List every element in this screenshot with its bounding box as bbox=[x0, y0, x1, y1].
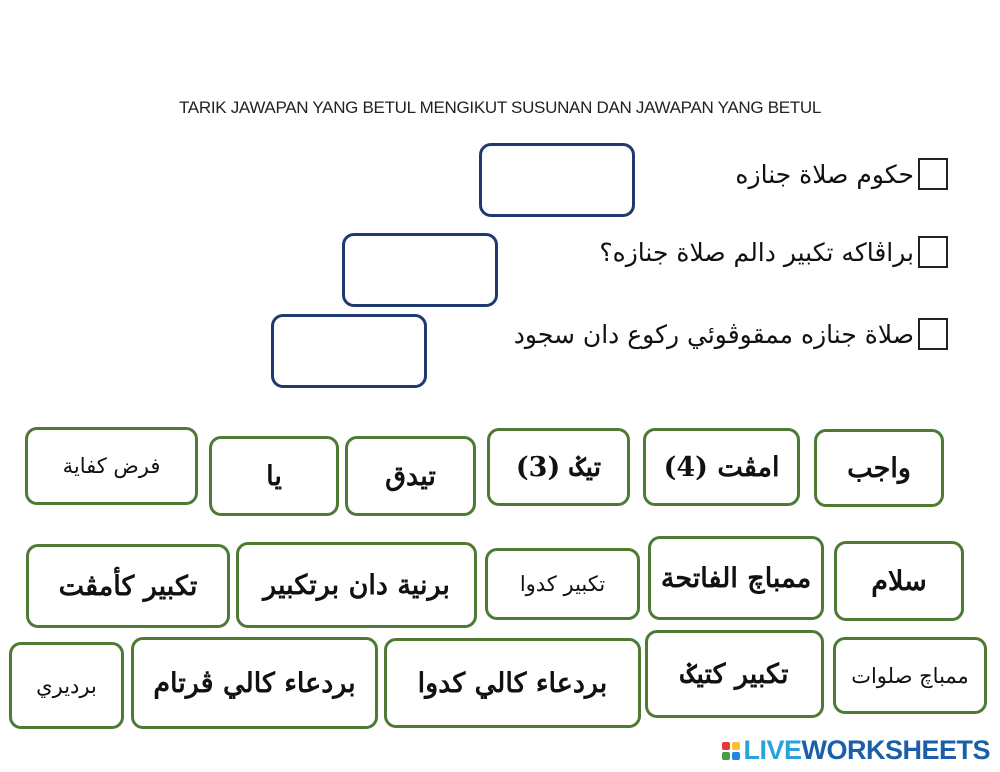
question-checkbox[interactable] bbox=[918, 318, 948, 350]
question-text: براڤاكه تكبير دالم صلاة جنازه؟ bbox=[599, 237, 914, 267]
answer-card[interactable]: تيدق bbox=[345, 436, 476, 516]
question-text: صلاة جنازه ممقوڤوئي ركوع دان سجود bbox=[513, 319, 914, 349]
question-checkbox[interactable] bbox=[918, 236, 948, 268]
answer-card[interactable]: سلام bbox=[834, 541, 964, 621]
logo-text-live: LIVE bbox=[743, 735, 802, 765]
answer-card[interactable]: برنية دان برتكبير bbox=[236, 542, 477, 628]
answer-dropzone-1[interactable] bbox=[479, 143, 635, 217]
liveworksheets-logo bbox=[722, 735, 990, 766]
answer-card[interactable]: واجب bbox=[814, 429, 944, 507]
question-2 bbox=[599, 236, 948, 268]
answer-card[interactable]: امڤت (4) bbox=[643, 428, 800, 506]
answer-dropzone-2[interactable] bbox=[342, 233, 498, 307]
question-1 bbox=[735, 158, 948, 190]
question-3 bbox=[514, 318, 948, 350]
instruction-text: TARIK JAWAPAN YANG BETUL MENGIKUT SUSUNAN DAN JAWAPAN YANG BETUL bbox=[178, 98, 822, 117]
answer-dropzone-3[interactable] bbox=[271, 314, 427, 388]
answer-card[interactable]: بردعاء كالي ڤرتام bbox=[131, 637, 378, 729]
answer-card[interactable]: فرض كفاية bbox=[25, 427, 198, 505]
logo-icon bbox=[722, 742, 740, 760]
answer-card[interactable]: ممباچ صلوات bbox=[833, 637, 987, 714]
answer-card[interactable]: بردعاء كالي كدوا bbox=[384, 638, 641, 728]
answer-card[interactable]: تكبير كأمڤت bbox=[26, 544, 230, 628]
question-checkbox[interactable] bbox=[918, 158, 948, 190]
answer-card[interactable]: تيݢ (3) bbox=[487, 428, 630, 506]
question-text: حكوم صلاة جنازه bbox=[735, 159, 914, 189]
answer-card[interactable]: يا bbox=[209, 436, 339, 516]
answer-card[interactable]: ممباچ الفاتحة bbox=[648, 536, 824, 620]
answer-card[interactable]: تكبير كتيݢ bbox=[645, 630, 824, 718]
answer-card[interactable]: برديري bbox=[9, 642, 124, 729]
answer-card[interactable]: تكبير كدوا bbox=[485, 548, 640, 620]
logo-text-worksheets: WORKSHEETS bbox=[801, 735, 990, 765]
